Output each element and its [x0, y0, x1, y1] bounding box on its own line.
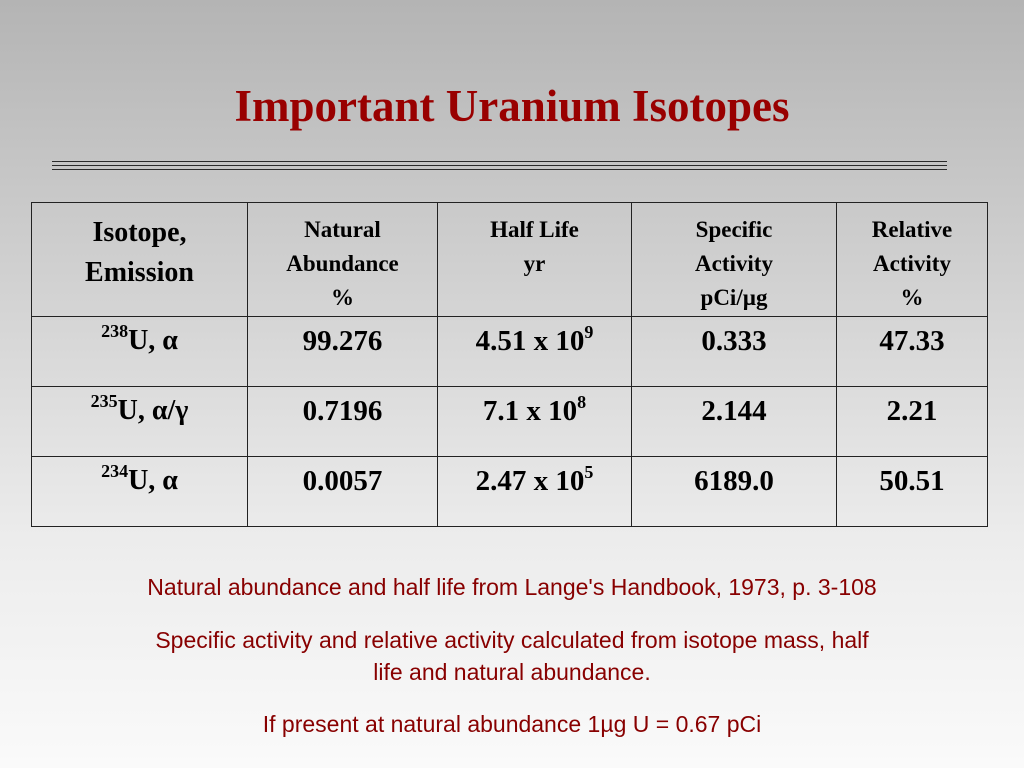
header-text: Half Life: [490, 217, 579, 242]
relative-activity-cell: 47.33: [837, 317, 988, 387]
calculation-note: [40, 624, 984, 688]
mass-number: 238: [101, 321, 129, 341]
table-row: [32, 457, 988, 527]
header-text: Specific: [695, 217, 773, 242]
header-half-life: [438, 203, 632, 317]
half-life-base: 7.1 x 10: [482, 395, 578, 427]
element-symbol: U,: [128, 465, 163, 496]
header-text: %: [900, 285, 924, 310]
specific-activity-cell: 6189.0: [632, 457, 837, 527]
header-text: Isotope,: [92, 217, 187, 248]
header-text: Activity: [695, 251, 773, 276]
calculation-note-line: Specific activity and relative activity calculated from isotope mass, half: [155, 627, 869, 653]
header-text: %: [331, 285, 354, 310]
header-abundance: [248, 203, 438, 317]
conversion-note: If present at natural abundance 1µg U = 0.67 pCi: [262, 711, 762, 737]
abundance-cell: 0.0057: [248, 457, 438, 527]
abundance-cell: 0.7196: [248, 387, 438, 457]
header-text: Activity: [873, 251, 951, 276]
isotope-table: [31, 202, 988, 527]
table-header-row: [32, 203, 988, 317]
mass-number: 235: [90, 391, 118, 411]
header-relative-activity: [837, 203, 988, 317]
relative-activity-cell: 2.21: [837, 387, 988, 457]
isotope-cell: [32, 457, 248, 527]
slide-title: Important Uranium Isotopes: [234, 81, 790, 131]
half-life-cell: [438, 387, 632, 457]
header-text: Relative: [871, 217, 953, 242]
half-life-base: 4.51 x 10: [475, 325, 585, 357]
emission-type: α/γ: [151, 395, 189, 426]
half-life-exponent: 5: [584, 462, 594, 482]
title-rule-top: [52, 161, 947, 162]
half-life-exponent: 8: [577, 392, 587, 412]
half-life-base: 2.47 x 10: [475, 465, 585, 497]
mass-number: 234: [101, 461, 129, 481]
title-rule-middle: [52, 165, 947, 166]
emission-type: α: [162, 465, 178, 496]
title-rule-bottom: [52, 169, 947, 170]
specific-activity-cell: 2.144: [632, 387, 837, 457]
emission-type: α: [162, 325, 178, 356]
header-text: Natural: [304, 217, 381, 242]
header-text: Abundance: [286, 251, 399, 276]
element-symbol: U,: [128, 325, 163, 356]
table-row: [32, 317, 988, 387]
header-text: yr: [523, 251, 546, 276]
header-specific-activity: [632, 203, 837, 317]
header-text: Emission: [85, 257, 194, 288]
element-symbol: U,: [117, 395, 152, 426]
calculation-note-line: life and natural abundance.: [373, 659, 651, 685]
relative-activity-cell: 50.51: [837, 457, 988, 527]
isotope-cell: [32, 317, 248, 387]
header-isotope: [32, 203, 248, 317]
abundance-cell: 99.276: [248, 317, 438, 387]
table-row: [32, 387, 988, 457]
specific-activity-cell: 0.333: [632, 317, 837, 387]
half-life-exponent: 9: [584, 322, 594, 342]
source-note: Natural abundance and half life from Lange's Handbook, 1973, p. 3-108: [147, 574, 877, 600]
isotope-cell: [32, 387, 248, 457]
header-text: pCi/µg: [700, 285, 768, 310]
half-life-cell: [438, 317, 632, 387]
half-life-cell: [438, 457, 632, 527]
